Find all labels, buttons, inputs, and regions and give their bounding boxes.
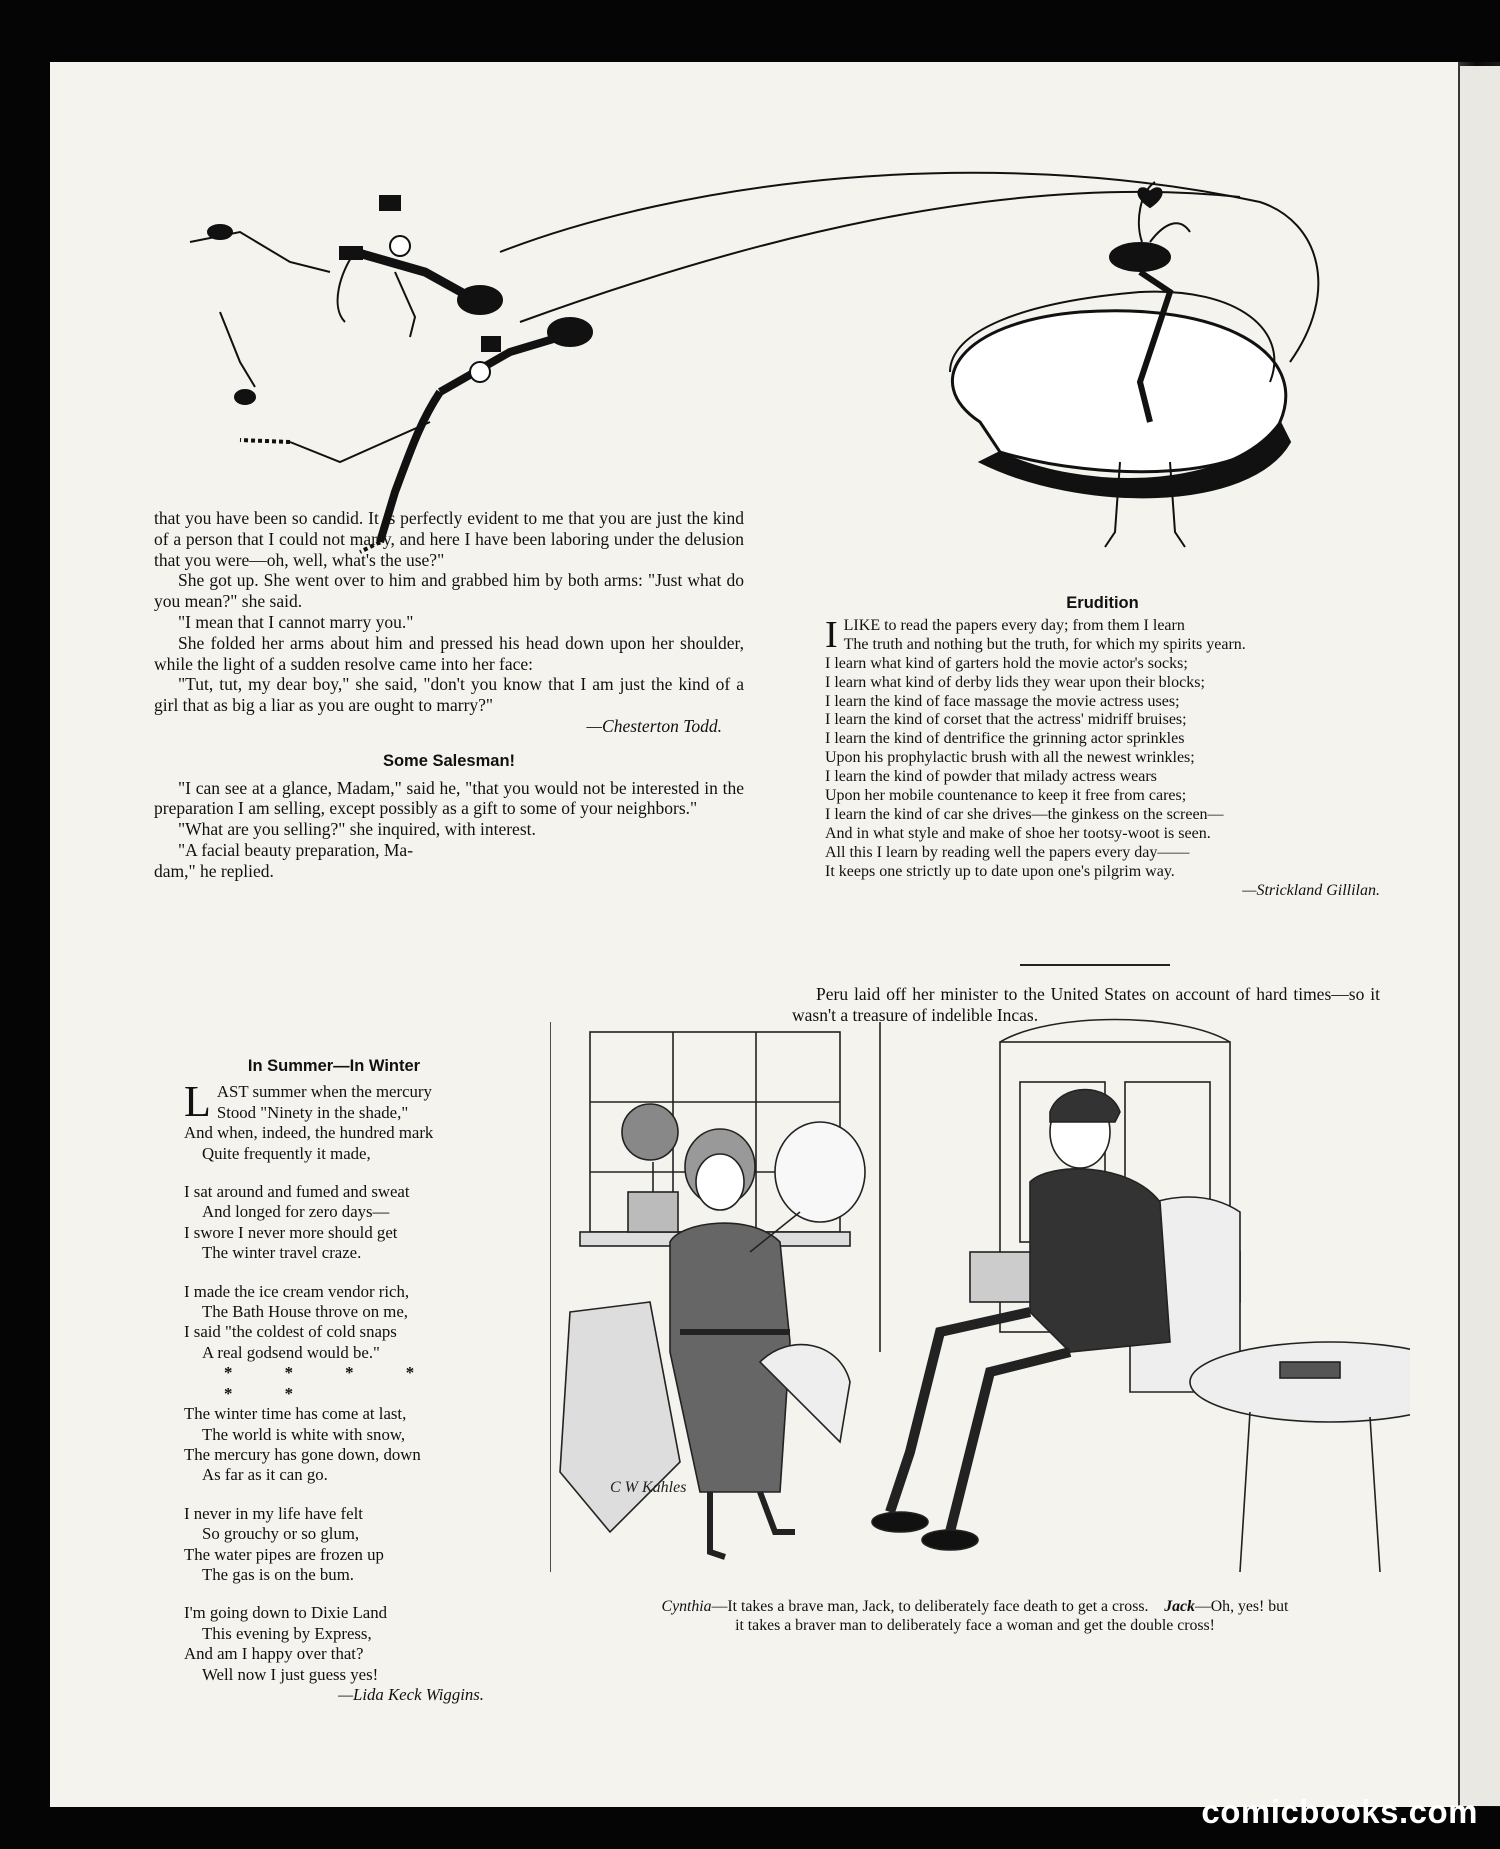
poem-line: I swore I never more should get xyxy=(184,1222,398,1242)
story-paragraph: "Tut, tut, my dear boy," she said, "don't you know that I am just the kind of a girl that as big a liar as you are ought to marry?" xyxy=(154,674,744,716)
poem-line: I made the ice cream vendor rich, xyxy=(184,1281,410,1301)
poem-line: I sat around and fumed and sweat xyxy=(184,1182,410,1202)
poem-line: I learn the kind of dentrifice the grinning actor sprinkles xyxy=(825,730,1185,748)
peru-text: Peru laid off her minister to the United States on account of hard times—so it wasn't a treasure of indelible Incas. xyxy=(792,984,1380,1025)
poem-line: So grouchy or so glum, xyxy=(202,1524,360,1544)
summer-dropcap: L xyxy=(184,1077,211,1127)
poem-line: The Bath House throve on me, xyxy=(202,1302,408,1322)
story-author: —Chesterton Todd. xyxy=(586,715,722,736)
stanza-4 xyxy=(184,1404,484,1486)
site-watermark: comicbooks.com xyxy=(1201,1793,1478,1830)
poem-line: LIKE to read the papers every day; from them I learn xyxy=(843,616,1185,634)
summer-winter-title: In Summer—In Winter xyxy=(247,1057,421,1075)
poem-line: Upon her mobile countenance to keep it free from cares; xyxy=(825,787,1187,805)
poem-line: Stood "Ninety in the shade," xyxy=(216,1102,409,1122)
story-paragraph: She folded her arms about him and pressed his head down upon her shoulder, while the light of a sudden resolve came into her face: xyxy=(154,632,744,674)
poem-line: I learn what kind of garters hold the movie actor's socks; xyxy=(825,654,1188,672)
poem-line: And longed for zero days— xyxy=(202,1202,390,1222)
stanza-3 xyxy=(184,1282,484,1364)
salesman-last-line: dam," he replied. xyxy=(154,860,274,881)
poem-line: The winter travel craze. xyxy=(202,1243,362,1263)
poem-line: The gas is on the bum. xyxy=(202,1564,354,1584)
poem-line: Quite frequently it made, xyxy=(202,1143,371,1163)
poem-line: I never in my life have felt xyxy=(184,1503,363,1523)
adjacent-page-edge xyxy=(1460,66,1500,1806)
stanza-6 xyxy=(184,1603,484,1685)
caption-line-1 xyxy=(540,1597,1410,1616)
stanza-separator: * * * * * * xyxy=(224,1363,439,1403)
caption-text: —Oh, yes! but xyxy=(1194,1598,1289,1615)
stanza-1 xyxy=(184,1077,484,1164)
summer-winter-author: —Lida Keck Wiggins. xyxy=(338,1684,484,1704)
summer-winter-poem xyxy=(184,1056,484,1705)
magazine-page xyxy=(50,62,1460,1807)
poem-line: I learn the kind of face massage the movie actress uses; xyxy=(825,692,1180,710)
poem-line: A real godsend would be." xyxy=(202,1342,380,1362)
poem-line: Upon his prophylactic brush with all the newest wrinkles; xyxy=(825,749,1195,767)
erudition-title: Erudition xyxy=(1066,594,1139,612)
poem-line: The water pipes are frozen up xyxy=(184,1544,384,1564)
poem-line: I learn the kind of powder that milady actress wears xyxy=(825,768,1157,786)
story-paragraph: "I mean that I cannot marry you." xyxy=(178,611,414,632)
stanza-2 xyxy=(184,1182,484,1264)
cartoon-illustration xyxy=(550,1012,1410,1580)
salesman-paragraph: "I can see at a glance, Madam," said he, "that you would not be interested in the preparation I am selling, except possibly as a gift to some of your neighbors." xyxy=(154,777,744,819)
caption-speaker-cynthia: Cynthia xyxy=(661,1598,712,1615)
poem-line: AST summer when the mercury xyxy=(216,1082,432,1102)
poem-line: The world is white with snow, xyxy=(202,1424,406,1444)
poem-line: As far as it can go. xyxy=(202,1465,328,1485)
story-column xyxy=(154,508,744,882)
poem-line: And in what style and make of shoe her tootsy-woot is seen. xyxy=(825,824,1211,842)
cartoon-caption xyxy=(540,1597,1410,1635)
poem-line: I learn the kind of car she drives—the ginkess on the screen— xyxy=(825,805,1224,823)
erudition-poem xyxy=(825,594,1380,901)
caption-speaker-jack: Jack xyxy=(1164,1598,1195,1615)
poem-line: I said "the coldest of cold snaps xyxy=(184,1322,397,1342)
poem-line: All this I learn by reading well the papers every day—— xyxy=(825,843,1190,861)
poem-line: I learn what kind of derby lids they wear upon their blocks; xyxy=(825,673,1205,691)
stanza-5 xyxy=(184,1504,484,1586)
poem-line: Well now I just guess yes! xyxy=(202,1664,379,1684)
poem-line: The winter time has come at last, xyxy=(184,1404,407,1424)
story-paragraph: that you have been so candid. It is perfectly evident to me that you are just the kind of a person that I could not marry, and here I have been laboring under the delusion that you were—oh, well, what's the use?" xyxy=(154,508,744,570)
salesman-title: Some Salesman! xyxy=(382,751,516,770)
caption-text: —It takes a brave man, Jack, to deliberately face death to get a cross. xyxy=(711,1598,1149,1615)
salesman-paragraph: "A facial beauty preparation, Ma- xyxy=(178,839,414,860)
artist-signature: C W Kahles xyxy=(610,1479,687,1496)
poem-line: And am I happy over that? xyxy=(184,1644,364,1664)
poem-line: This evening by Express, xyxy=(202,1623,372,1643)
poem-line: The mercury has gone down, down xyxy=(184,1444,421,1464)
salesman-paragraph: "What are you selling?" she inquired, with interest. xyxy=(178,819,536,840)
erudition-author: —Strickland Gillilan. xyxy=(1242,881,1380,899)
caption-line-2: it takes a braver man to deliberately face a woman and get the double cross! xyxy=(735,1617,1215,1634)
erudition-dropcap: I xyxy=(825,613,838,656)
poem-line: And when, indeed, the hundred mark xyxy=(184,1123,434,1143)
top-illustration xyxy=(180,122,1380,572)
poem-line: The truth and nothing but the truth, for which my spirits yearn. xyxy=(843,635,1246,653)
poem-line: It keeps one strictly up to date upon one's pilgrim way. xyxy=(825,862,1175,880)
poem-line: I'm going down to Dixie Land xyxy=(184,1603,387,1623)
story-paragraph: She got up. She went over to him and grabbed him by both arms: "Just what do you mean?" she said. xyxy=(154,570,744,612)
section-divider xyxy=(1020,964,1170,966)
poem-line: I learn the kind of corset that the actress' midriff bruises; xyxy=(825,711,1187,729)
